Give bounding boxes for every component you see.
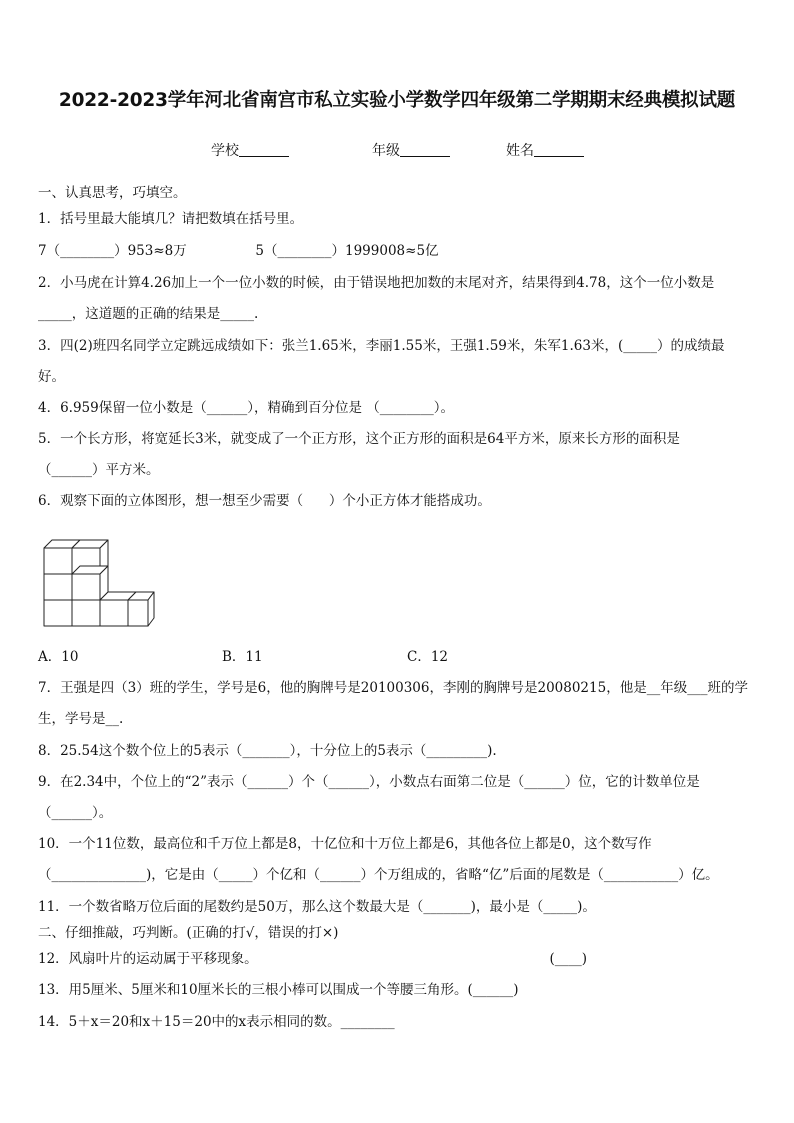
grade-field: [372, 140, 450, 160]
question-10-line-1: 10．一个11位数，最高位和千万位上都是8，十亿位和十万位上都是6，其他各位上都是0，这个数写作: [38, 836, 652, 852]
question-2-line-2: _____，这道题的正确的结果是_____.: [38, 306, 259, 322]
question-1-items: 7（________）953≈8万 5（________）1999008≈5亿: [38, 243, 439, 259]
question-13: 13．用5厘米、5厘米和10厘米长的三根小棒可以围成一个等腰三角形。(______): [38, 982, 519, 998]
question-2-line-1: 2．小马虎在计算4.26加上一个一位小数的时候，由于错误地把加数的末尾对齐，结果得到4.78，这个一位小数是: [38, 275, 715, 291]
question-12: 12．风扇叶片的运动属于平移现象。 (____): [38, 951, 588, 967]
question-10-line-2: （______________)，它是由（_____）个亿和（______）个万组成的，省略“亿”后面的尾数是（___________）亿。: [38, 867, 719, 883]
question-1: 1．括号里最大能填几？请把数填在括号里。: [38, 211, 304, 227]
option-b[interactable]: B．11: [222, 649, 263, 665]
grade-label: 年级: [372, 143, 400, 159]
name-blank[interactable]: [534, 142, 584, 157]
question-4: 4．6.959保留一位小数是（______），精确到百分位是 （________）。: [38, 400, 455, 416]
school-blank[interactable]: [239, 142, 289, 157]
question-14: 14．5＋x＝20和x＋15＝20中的x表示相同的数。________: [38, 1014, 395, 1030]
school-field: [211, 140, 289, 160]
question-3-line-2: 好。: [38, 369, 65, 385]
page-title: 2022-2023学年河北省南宫市私立实验小学数学四年级第二学期期末经典模拟试题: [58, 90, 736, 111]
grade-blank[interactable]: [400, 142, 450, 157]
question-8: 8．25.54这个数个位上的5表示（_______），十分位上的5表示（_________).: [38, 743, 497, 759]
question-9-line-2: （______）。: [38, 805, 113, 821]
section-1-heading: 一、认真思考，巧填空。: [38, 185, 187, 201]
question-9-line-1: 9．在2.34中，个位上的“2”表示（______）个（______），小数点右面第二位是（______）位，它的计数单位是: [38, 774, 700, 790]
section-2-heading: 二、仔细推敲，巧判断。(正确的打√，错误的打×): [38, 925, 339, 941]
question-7-line-1: 7．王强是四（3）班的学生，学号是6，他的胸牌号是20100306，李刚的胸牌号是20080215，他是__年级___班的学: [38, 680, 748, 696]
name-label: 姓名: [506, 143, 534, 159]
question-7-line-2: 生，学号是__.: [38, 711, 124, 727]
question-11: 11．一个数省略万位后面的尾数约是50万，那么这个数最大是（_______)，最小是（_____)。: [38, 899, 596, 915]
question-5-line-1: 5．一个长方形，将宽延长3米，就变成了一个正方形，这个正方形的面积是64平方米，原来长方形的面积是: [38, 431, 680, 447]
name-field: [506, 140, 584, 160]
question-5-line-2: （______）平方米。: [38, 462, 160, 478]
school-label: 学校: [211, 143, 239, 159]
cube-stack-figure: [40, 520, 158, 632]
option-a[interactable]: A．10: [38, 649, 79, 665]
question-3-line-1: 3．四(2)班四名同学立定跳远成绩如下：张兰1.65米，李丽1.55米，王强1.59米，朱军1.63米，(_____）的成绩最: [38, 338, 725, 354]
option-c[interactable]: C．12: [407, 649, 449, 665]
question-6: 6．观察下面的立体图形，想一想至少需要（ ）个小正方体才能搭成功。: [38, 493, 491, 509]
